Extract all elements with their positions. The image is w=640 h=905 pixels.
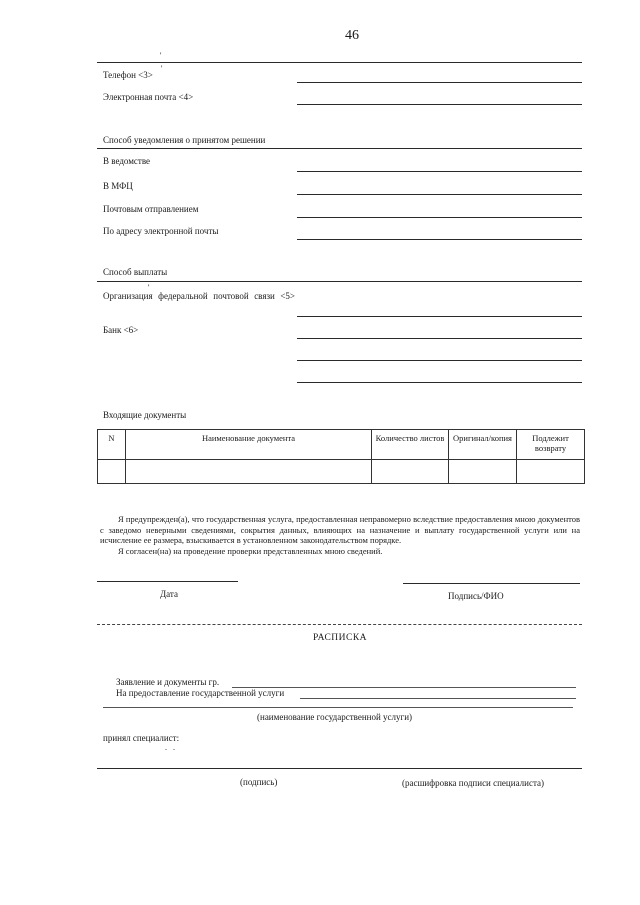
cut-line	[97, 624, 582, 625]
scan-mark: . .	[165, 743, 175, 752]
bank-field[interactable]	[297, 338, 582, 339]
post-label: Организация федеральной почтовой связи <5>	[103, 291, 295, 301]
sign-caption: (подпись)	[240, 777, 278, 787]
column-header-original-copy: Оригинал/копия	[449, 430, 517, 460]
service-field-continued[interactable]	[103, 707, 573, 708]
post-field[interactable]	[297, 316, 582, 317]
notification-option-field[interactable]	[297, 239, 582, 240]
table-header-row	[98, 430, 585, 460]
payment-rule	[97, 281, 582, 282]
column-header-number: N	[98, 430, 126, 460]
notification-option: Почтовым отправлением	[103, 204, 199, 214]
column-header-document-name: Наименование документа	[126, 430, 372, 460]
notification-heading: Способ уведомления о принятом решении	[103, 135, 266, 145]
scan-mark: '	[161, 64, 163, 73]
email-label: Электронная почта <4>	[103, 92, 194, 102]
table-cell[interactable]	[517, 460, 585, 484]
consent-text: Я согласен(на) на проведение проверки представленных мною сведений.	[118, 546, 383, 556]
page-number: 46	[345, 28, 359, 43]
signature-field[interactable]	[403, 583, 580, 584]
warning-paragraph: Я предупрежден(а), что государственная услуга, предоставленная неправомерно вследствие предоставления мною документов с заведомо неверными сведениями, сокрытия данных, влияющих на назначение и выплату государственной услуги или на исчисление ее размера, взыскивается в установленном законодательством порядке.	[100, 514, 580, 545]
table-cell[interactable]	[126, 460, 372, 484]
notification-rule	[97, 148, 582, 149]
bank-field[interactable]	[297, 382, 582, 383]
column-header-return: Подлежит возврату	[517, 430, 585, 460]
service-caption: (наименование государственной услуги)	[257, 712, 413, 722]
table-cell[interactable]	[449, 460, 517, 484]
table-cell[interactable]	[98, 460, 126, 484]
service-field[interactable]	[300, 698, 576, 699]
bank-label: Банк <6>	[103, 325, 139, 335]
notification-option-field[interactable]	[297, 217, 582, 218]
accepted-label: принял специалист:	[103, 733, 180, 743]
receipt-line2-label: На предоставление государственной услуги	[116, 688, 285, 698]
payment-heading: Способ выплаты	[103, 267, 168, 277]
receipt-line1-label: Заявление и документы гр.	[116, 677, 220, 687]
date-label: Дата	[160, 589, 178, 599]
bank-field[interactable]	[297, 360, 582, 361]
table-cell[interactable]	[372, 460, 449, 484]
scan-mark: '	[160, 51, 162, 60]
top-rule	[97, 62, 582, 63]
receipt-title: РАСПИСКА	[313, 633, 368, 643]
notification-option-field[interactable]	[297, 171, 582, 172]
date-field[interactable]	[97, 581, 238, 582]
incoming-documents-heading: Входящие документы	[103, 410, 187, 420]
specialist-sign-field[interactable]	[97, 768, 582, 769]
email-field[interactable]	[297, 104, 582, 105]
notification-option: По адресу электронной почты	[103, 226, 219, 236]
phone-field[interactable]	[297, 82, 582, 83]
documents-table	[97, 429, 585, 484]
signature-label: Подпись/ФИО	[448, 591, 504, 601]
column-header-sheet-count: Количество листов	[372, 430, 449, 460]
scan-mark: '	[148, 283, 150, 292]
notification-option-field[interactable]	[297, 194, 582, 195]
table-row[interactable]	[98, 460, 585, 484]
notification-option: В МФЦ	[103, 181, 133, 191]
decode-caption: (расшифровка подписи специалиста)	[402, 778, 544, 788]
notification-option: В ведомстве	[103, 156, 151, 166]
phone-label: Телефон <3>	[103, 70, 153, 80]
